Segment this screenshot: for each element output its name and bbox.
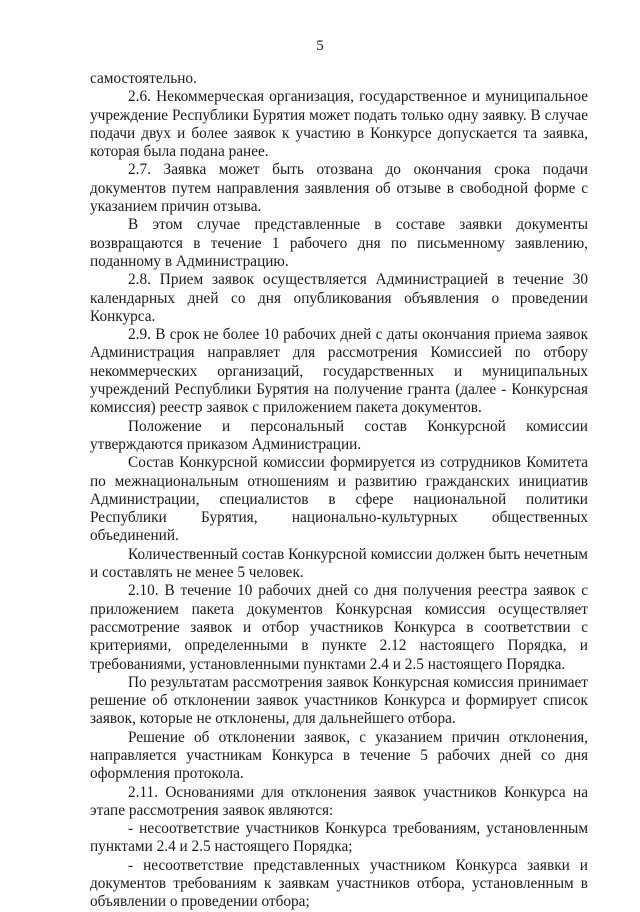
paragraph-2-8: 2.8. Прием заявок осуществляется Администрацией в течение 30 календарных дней со дня опубликования объявления о проведении Конкурса. [90, 271, 588, 325]
paragraph-2-7: 2.7. Заявка может быть отозвана до окончания срока подачи документов путем направления заявления об отзыве в свободной форме с указанием причин отзыва. [90, 161, 588, 216]
paragraph-2-6: 2.6. Некоммерческая организация, государственное и муниципальное учреждение Республики Бурятия может подать только одну заявку. В случае подачи двух и более заявок к участию в Конкурсе допускается та заявка, которая была подана ранее. [90, 88, 588, 161]
paragraph-commission-size: Количественный состав Конкурсной комиссии должен быть нечетным и составлять не менее 5 человек. [90, 545, 588, 582]
paragraph-2-9: 2.9. В срок не более 10 рабочих дней с даты окончания приема заявок Администрация направляет для рассмотрения Комиссией по отбору некоммерческих организаций, государственных и муниципальных учреждений Республики Бурятия на получение гранта (далее - Конкурсная комиссия) реестр заявок с приложением пакета документов. [90, 326, 588, 417]
paragraph-review-results: По результатам рассмотрения заявок Конкурсная комиссия принимает решение об отклонении заявок участников Конкурса и формирует список заявок, которые не отклонены, для дальнейшего отбора. [90, 673, 588, 728]
page-number: 5 [316, 38, 324, 54]
paragraph-rejection-notice: Решение об отклонении заявок, с указанием причин отклонения, направляется участникам Конкурса в течение 5 рабочих дней со дня оформления протокола. [90, 728, 588, 783]
paragraph-2-10: 2.10. В течение 10 рабочих дней со дня получения реестра заявок с приложением пакета документов Конкурсная комиссия осуществляет рассмотрение заявок и отбор участников Конкурса в соответствии с критериями, определенными в пункте 2.12 настоящего Порядка, и требованиями, установленными пунктами 2.4 и 2.5 настоящего Порядка. [90, 582, 588, 673]
list-item-documents-mismatch: - несоответствие представленных участником Конкурса заявки и документов требованиям к заявкам участников отбора, установленным в объявлении о проведении отбора; [90, 856, 588, 911]
paragraph-withdrawal-return: В этом случае представленные в составе заявки документы возвращаются в течение 1 рабочего дня по письменному заявлению, поданному в Администрацию. [90, 216, 588, 270]
paragraph-2-11: 2.11. Основаниями для отклонения заявок участников Конкурса на этапе рассмотрения заявок являются: [90, 783, 588, 819]
list-item-requirements-mismatch: - несоответствие участников Конкурса требованиям, установленным пунктами 2.4 и 2.5 настоящего Порядка; [90, 820, 588, 856]
paragraph-continuation: самостоятельно. [90, 70, 197, 87]
document-body [90, 70, 588, 912]
paragraph-commission-approval: Положение и персональный состав Конкурсной комиссии утверждаются приказом Администрации. [90, 417, 588, 453]
paragraph-commission-composition: Состав Конкурсной комиссии формируется из сотрудников Комитета по межнациональным отношениям и развитию гражданских инициатив Администрации, специалистов в сфере национальной политики Республики Бурятия, национально-культурных общественных объединений. [90, 454, 588, 545]
